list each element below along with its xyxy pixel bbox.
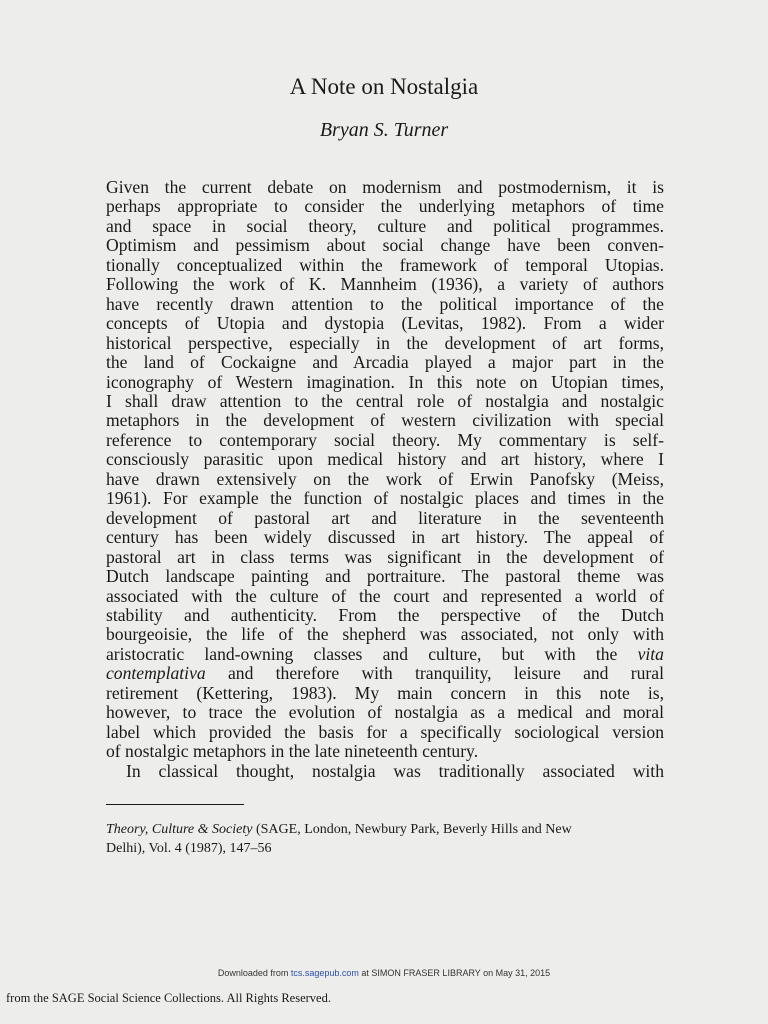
body-line-text: aristocratic land-owning classes and culture, but with the	[106, 643, 618, 664]
body-line: and space in social theory, culture and political programmes.	[106, 215, 664, 236]
body-line: Dutch landscape painting and portraiture. The pastoral theme was	[106, 566, 664, 587]
body-line: 1961). For example the function of nostalgic places and times in the	[106, 488, 664, 509]
body-line: historical perspective, especially in the development of art forms,	[106, 332, 664, 353]
footnote-divider	[106, 804, 244, 805]
footnote	[106, 820, 666, 858]
body-line: Given the current debate on modernism and postmodernism, it is	[106, 177, 664, 197]
journal-name: Theory, Culture & Society	[106, 822, 253, 837]
body-line: retirement (Kettering, 1983). My main concern in this note is,	[106, 682, 664, 703]
body-line-paragraph-end: of nostalgic metaphors in the late nineteenth century.	[106, 741, 479, 762]
rights-notice: from the SAGE Social Science Collections. All Rights Reserved.	[6, 991, 331, 1005]
body-line: Optimism and pessimism about social change have been conven-	[106, 235, 664, 256]
italic-term-contemplativa: contemplativa	[106, 663, 206, 684]
body-line: label which provided the basis for a specifically sociological version	[106, 721, 664, 742]
body-line: the land of Cockaigne and Arcadia played a major part in the	[106, 352, 664, 373]
body-line-text: and therefore with tranquility, leisure and rural	[205, 663, 664, 684]
body-line-with-italic	[106, 664, 664, 683]
body-line: metaphors in the development of western civilization with special	[106, 410, 664, 431]
body-line: associated with the culture of the court and represented a world of	[106, 585, 664, 606]
body-line: have drawn extensively on the work of Erwin Panofsky (Meiss,	[106, 468, 664, 489]
article-body	[106, 178, 664, 781]
download-suffix: at SIMON FRASER LIBRARY on May 31, 2015	[358, 968, 551, 978]
body-line: pastoral art in class terms was significant in the development of	[106, 546, 664, 567]
body-line: iconography of Western imagination. In this note on Utopian times,	[106, 371, 664, 392]
footnote-line	[106, 820, 666, 839]
footnote-line: Delhi), Vol. 4 (1987), 147–56	[106, 841, 272, 856]
body-line: bourgeoisie, the life of the shepherd was associated, not only with	[106, 624, 664, 645]
body-line: have recently drawn attention to the political importance of the	[106, 293, 664, 314]
article-author: Bryan S. Turner	[319, 119, 449, 141]
download-prefix: Downloaded from	[217, 968, 291, 978]
footnote-publisher: (SAGE, London, Newbury Park, Beverly Hills and New	[252, 822, 572, 837]
download-link[interactable]: tcs.sagepub.com	[290, 968, 359, 978]
body-line: Following the work of K. Mannheim (1936), a variety of authors	[106, 274, 664, 295]
body-line: concepts of Utopia and dystopia (Levitas, 1982). From a wider	[106, 313, 664, 334]
italic-term-vita: vita	[637, 643, 664, 664]
body-line: perhaps appropriate to consider the underlying metaphors of time	[106, 196, 664, 217]
body-line: development of pastoral art and literature in the seventeenth	[106, 507, 664, 528]
download-notice	[0, 968, 768, 978]
article-title: A Note on Nostalgia	[289, 74, 479, 99]
body-line: reference to contemporary social theory. My commentary is self-	[106, 429, 664, 450]
body-line: century has been widely discussed in art history. The appeal of	[106, 527, 664, 548]
body-line: consciously parasitic upon medical history and art history, where I	[106, 449, 664, 470]
body-line: tionally conceptualized within the framework of temporal Utopias.	[106, 254, 664, 275]
body-line-new-paragraph: In classical thought, nostalgia was traditionally associated with	[126, 760, 664, 781]
body-line: however, to trace the evolution of nostalgia as a medical and moral	[106, 702, 664, 723]
body-line: stability and authenticity. From the perspective of the Dutch	[106, 604, 664, 625]
body-line-with-italic	[106, 645, 664, 664]
body-line: I shall draw attention to the central role of nostalgia and nostalgic	[106, 390, 664, 411]
